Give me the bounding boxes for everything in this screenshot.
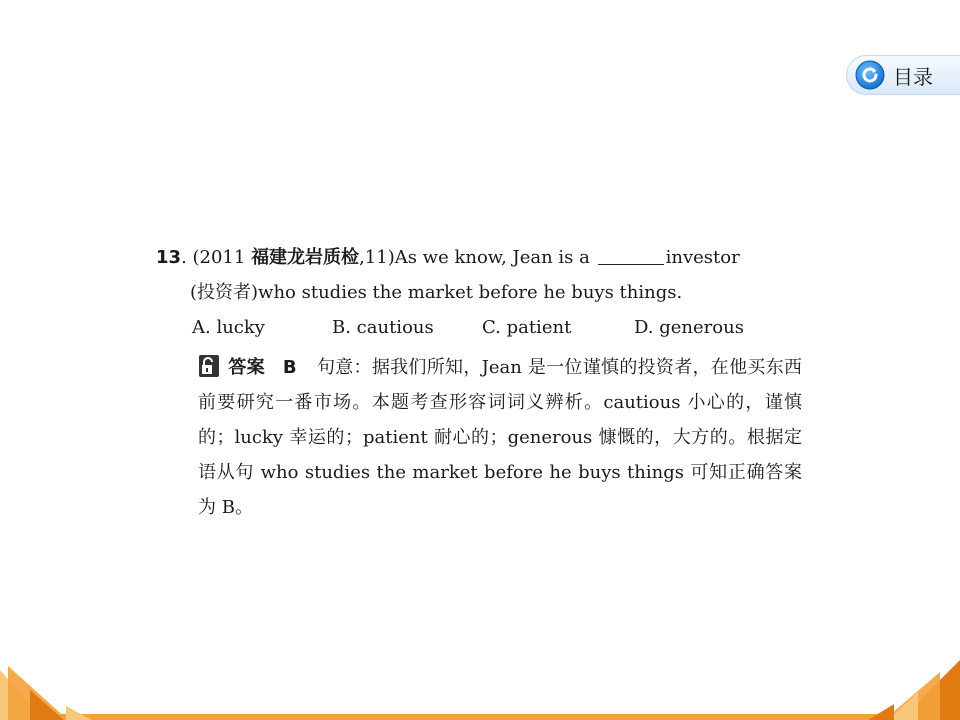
toc-button[interactable] [846,55,960,95]
question-line-2: (投资者)who studies the market before he buys things. [190,282,683,303]
answer-explanation: 句意：据我们所知，Jean 是一位谨慎的投资者，在他买东西前要研究一番市场。本题考查形容词词义辨析。cautious 小心的，谨慎的；lucky 幸运的；patient 耐心的；generous 慷慨的，大方的。根据定语从句 who studies the market before he buys things 可知正确答案为 B。 [198,357,803,518]
question-number: 13 [156,247,182,268]
answer-block [198,350,802,525]
question-stem-end: investor [665,247,740,268]
option-b: B. cautious [332,317,434,338]
question-block [156,240,816,345]
options-row [156,310,816,345]
question-source-close: ,11) [359,247,395,268]
answer-label: 答案 [228,357,265,378]
option-a: A. lucky [192,317,265,338]
unlock-icon [198,354,220,378]
left-corner-triangles [0,666,92,720]
footer-bar [0,714,960,720]
right-corner-triangles [868,660,960,720]
refresh-circle-icon [855,60,885,90]
answer-blank [598,246,664,265]
question-stem-start: As we know, Jean is a [394,247,596,268]
question-source-place: 福建龙岩质检 [251,247,360,268]
answer-choice: B [282,357,297,378]
option-d: D. generous [634,317,744,338]
question-line-1 [156,240,816,275]
question-source-open: . (2011 [181,247,252,268]
option-c: C. patient [482,317,572,338]
toc-label: 目录 [893,64,933,89]
